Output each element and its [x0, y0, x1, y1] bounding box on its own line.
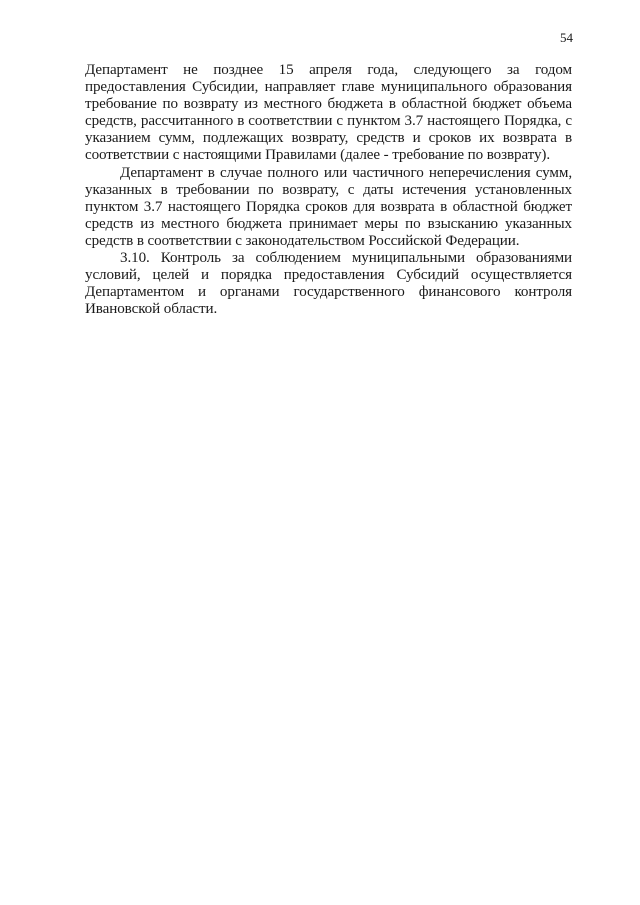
page-number: 54: [560, 30, 573, 45]
document-body: [85, 62, 572, 318]
paragraph-control-3-10: 3.10. Контроль за соблюдением муниципальными образованиями условий, целей и порядка предоставления Субсидий осуществляется Департаментом и органами государственного финансового контроля Ивановской области.: [85, 250, 572, 318]
paragraph-recovery-measures: Департамент в случае полного или частичного неперечисления сумм, указанных в требовании по возврату, с даты истечения установленных пунктом 3.7 настоящего Порядка сроков для возврата в областной бюджет средств из местного бюджета принимает меры по взысканию указанных средств в соответствии с законодательством Российской Федерации.: [85, 164, 572, 249]
paragraph-return-requirement: Департамент не позднее 15 апреля года, следующего за годом предоставления Субсидии, направляет главе муниципального образования требование по возврату из местного бюджета в областной бюджет объема средств, рассчитанного в соответствии с пунктом 3.7 настоящего Порядка, с указанием сумм, подлежащих возврату, средств и сроков их возврата в соответствии с настоящими Правилами (далее - требование по возврату).: [85, 62, 572, 164]
